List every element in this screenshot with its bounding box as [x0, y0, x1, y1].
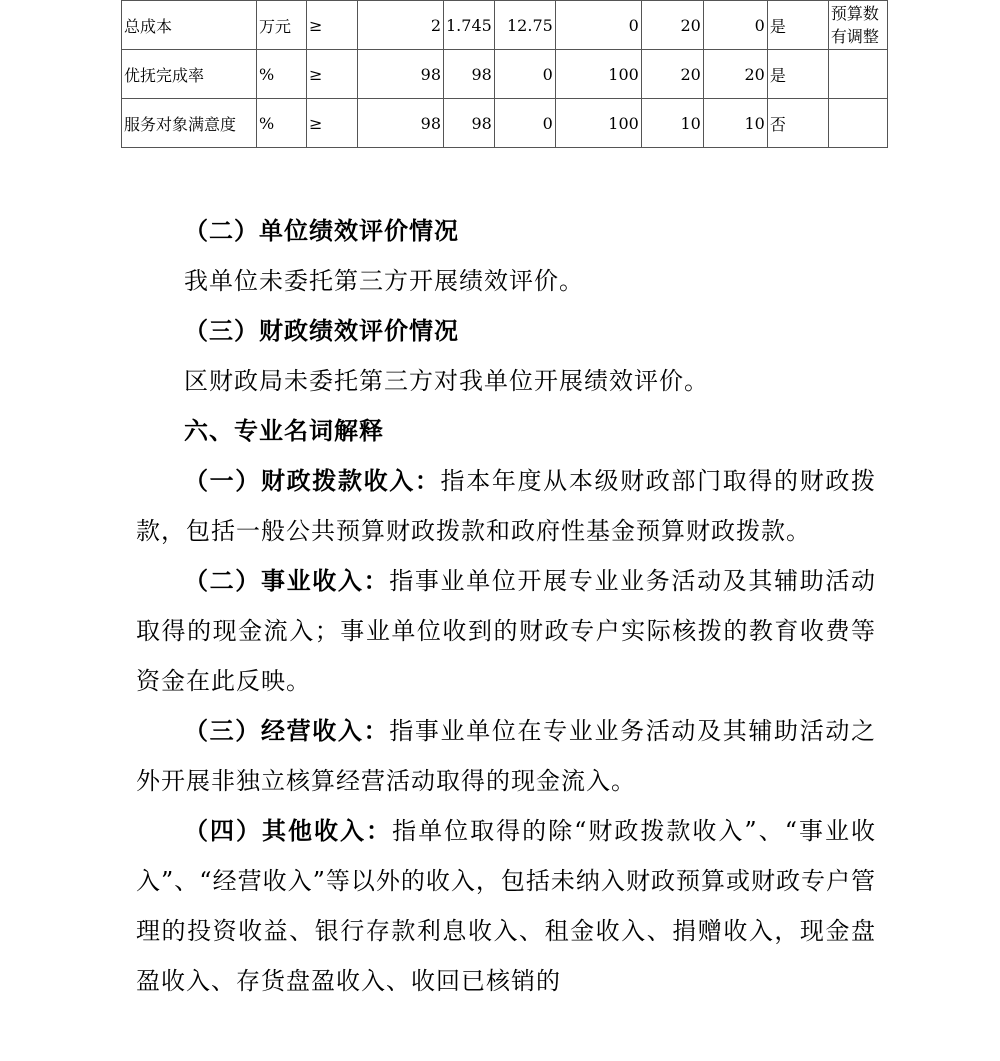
indicator-achieved: 是 [767, 1, 828, 50]
glossary-desc: 指事业单位在专业业务活动及其辅助活动之外开展非独立核算经营活动取得的现金流入。 [136, 717, 877, 795]
indicator-target: 98 [358, 50, 444, 99]
indicator-note: 预算数有调整 [828, 1, 887, 50]
indicator-value: 12.75 [494, 1, 555, 50]
indicator-weight: 20 [641, 1, 703, 50]
indicator-unit: % [257, 50, 307, 99]
glossary-heading: 六、专业名词解释 [184, 416, 384, 445]
indicator-score: 0 [703, 1, 767, 50]
indicator-achieved: 是 [767, 50, 828, 99]
indicator-value: 0 [494, 50, 555, 99]
indicator-value: 1.745 [444, 1, 495, 50]
indicator-value: 98 [444, 50, 495, 99]
indicator-operator: ≥ [307, 1, 358, 50]
indicator-target: 98 [358, 99, 444, 148]
indicator-achieved: 否 [767, 99, 828, 148]
unit-eval-text: 我单位未委托第三方开展绩效评价。 [184, 267, 584, 295]
indicator-value: 98 [444, 99, 495, 148]
indicator-unit: 万元 [257, 1, 307, 50]
indicator-weight: 10 [641, 99, 703, 148]
indicator-name: 总成本 [122, 1, 257, 50]
indicator-score: 10 [703, 99, 767, 148]
glossary-term: （三）经营收入： [184, 716, 390, 745]
indicator-weight: 20 [641, 50, 703, 99]
glossary-item [136, 806, 876, 1006]
table-row [122, 1, 888, 50]
glossary-term: （二）事业收入： [184, 566, 390, 595]
glossary-item [136, 456, 876, 556]
glossary-desc: 指单位取得的除“财政拨款收入”、“事业收入”、“经营收入”等以外的收入，包括未纳入财政预算或财政专户管理的投资收益、银行存款利息收入、租金收入、捐赠收入，现金盘盈收入、存货盘盈收入、收回已核销的 [136, 817, 877, 995]
indicator-target: 2 [358, 1, 444, 50]
fiscal-eval-heading: （三）财政绩效评价情况 [184, 316, 459, 345]
indicator-note [828, 99, 887, 148]
indicator-unit: % [257, 99, 307, 148]
glossary-item [136, 556, 876, 706]
glossary-item [136, 706, 876, 806]
unit-eval-heading: （二）单位绩效评价情况 [184, 216, 459, 245]
indicator-value: 0 [494, 99, 555, 148]
document-body [136, 206, 876, 1006]
fiscal-eval-text: 区财政局未委托第三方对我单位开展绩效评价。 [184, 367, 709, 395]
glossary-term: （四）其他收入： [184, 816, 393, 845]
table-row [122, 50, 888, 99]
indicator-note [828, 50, 887, 99]
indicator-score: 20 [703, 50, 767, 99]
indicator-operator: ≥ [307, 50, 358, 99]
indicator-operator: ≥ [307, 99, 358, 148]
glossary-term: （一）财政拨款收入： [184, 466, 441, 495]
glossary-desc: 指事业单位开展专业业务活动及其辅助活动取得的现金流入；事业单位收到的财政专户实际核拨的教育收费等资金在此反映。 [136, 567, 877, 695]
performance-indicator-table [121, 0, 888, 148]
table-row [122, 99, 888, 148]
indicator-value: 0 [555, 1, 641, 50]
indicator-name: 服务对象满意度 [122, 99, 257, 148]
indicator-value: 100 [555, 50, 641, 99]
indicator-value: 100 [555, 99, 641, 148]
indicator-name: 优抚完成率 [122, 50, 257, 99]
glossary-desc: 指本年度从本级财政部门取得的财政拨款，包括一般公共预算财政拨款和政府性基金预算财政拨款。 [136, 467, 877, 545]
